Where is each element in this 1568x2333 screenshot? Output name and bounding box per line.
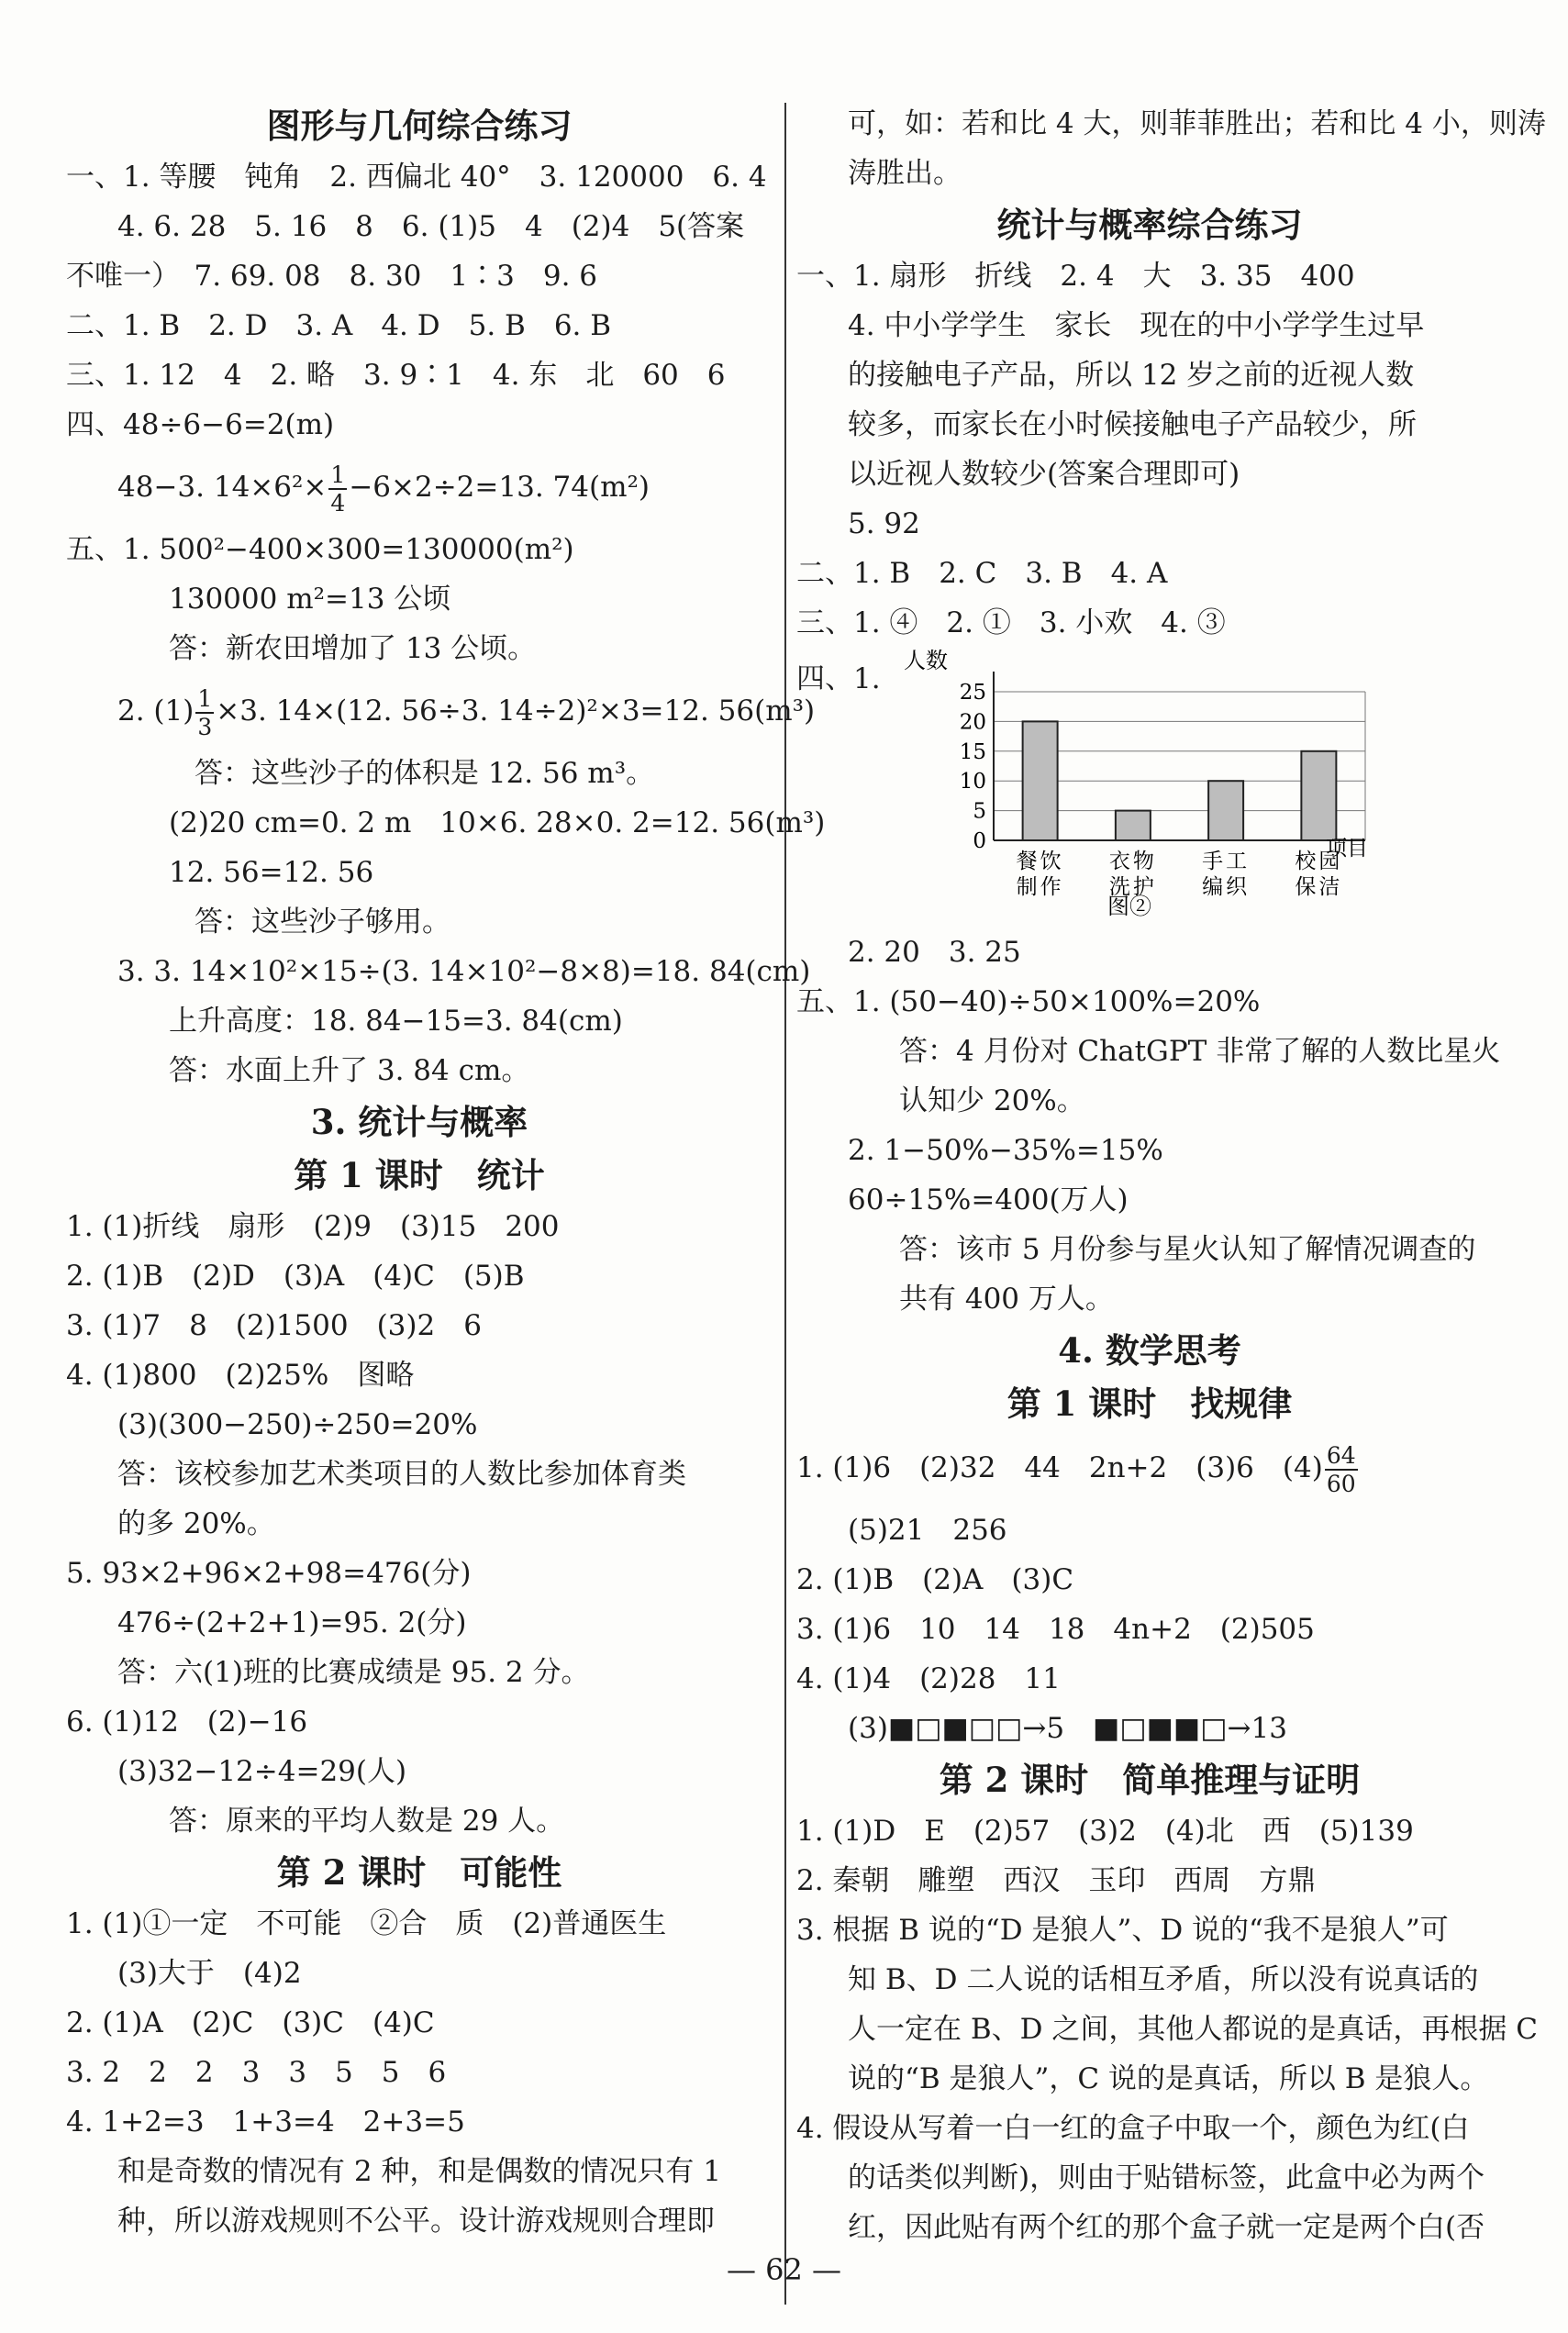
answer-line: 12. 56=12. 56 — [169, 856, 374, 889]
lesson-title: 第 2 课时 简单推理与证明 — [939, 1760, 1361, 1800]
bar-chart — [893, 648, 1407, 928]
chart-title: 图② — [1107, 894, 1151, 919]
answer-line: 4. (1)800 (2)25% 图略 — [66, 1359, 415, 1392]
bar — [1301, 751, 1336, 840]
bar — [1208, 781, 1243, 840]
answer-line: 涛胜出。 — [848, 157, 962, 190]
answer-line: 较多，而家长在小时候接触电子产品较少，所 — [848, 408, 1417, 441]
fraction — [328, 463, 347, 515]
answer-line: 答：这些沙子够用。 — [195, 905, 450, 939]
x-tick-label: 洗护 — [1108, 875, 1157, 899]
right-column — [796, 99, 1546, 2252]
answer-line: 可，如：若和比 4 大，则菲菲胜出；若和比 4 小，则涛 — [848, 107, 1546, 140]
answer-line: 说的“B 是狼人”，C 说的是真话，所以 B 是狼人。 — [848, 2062, 1489, 2095]
x-tick-label: 制作 — [1016, 875, 1064, 899]
expr-part: 1. (1)6 (2)32 44 2n+2 (3)6 (4) — [796, 1451, 1323, 1484]
left-column — [66, 99, 826, 2246]
answer-line: 答：新农田增加了 13 公顷。 — [169, 632, 537, 665]
section-title-thinking: 4. 数学思考 — [1058, 1330, 1241, 1371]
answer-line: 2. (1)B (2)A (3)C — [796, 1563, 1074, 1596]
chart-xlabel: 项目 — [1326, 837, 1368, 861]
page-number: — 62 — — [726, 2252, 842, 2287]
answer-line: 四、48÷6−6=2(m) — [66, 408, 335, 441]
answer-line: 4. (1)4 (2)28 11 — [796, 1662, 1061, 1695]
answer-line: 答：该市 5 月份参与星火认知了解情况调查的 — [899, 1233, 1476, 1266]
answer-line: 1. (1)折线 扇形 (2)9 (3)15 200 — [66, 1210, 560, 1243]
answer-line: 和是奇数的情况有 2 种，和是偶数的情况只有 1 — [117, 2155, 722, 2188]
answer-line: 3. (1)6 10 14 18 4n+2 (2)505 — [796, 1613, 1315, 1646]
answer-line: 3. (1)7 8 (2)1500 (3)2 6 — [66, 1309, 482, 1342]
answer-line: 4. 假设从写着一白一红的盒子中取一个，颜色为红(白 — [796, 2112, 1470, 2145]
fraction-denominator: 60 — [1326, 1470, 1356, 1497]
x-tick-label: 校园 — [1295, 850, 1343, 873]
x-tick-label: 手工 — [1202, 850, 1251, 873]
y-tick-label: 10 — [959, 770, 986, 794]
answer-line: 共有 400 万人。 — [899, 1283, 1114, 1316]
answer-line: 认知少 20%。 — [899, 1084, 1085, 1117]
answer-line: (3)(300−250)÷250=20% — [117, 1408, 478, 1441]
lesson-title: 第 1 课时 找规律 — [1006, 1383, 1293, 1424]
expr-part: −6×2÷2=13. 74(m²) — [349, 471, 650, 504]
answer-line-fraction — [796, 1430, 1503, 1505]
answer-line: (5)21 256 — [848, 1514, 1007, 1547]
section-title-stats-review: 统计与概率综合练习 — [996, 205, 1303, 245]
answer-line: 三、1. 12 4 2. 略 3. 9∶1 4. 东 北 60 6 — [66, 359, 726, 392]
x-tick-label: 保洁 — [1295, 875, 1343, 899]
bar — [1116, 811, 1151, 840]
answer-line: 2. 秦朝 雕塑 西汉 玉印 西周 方鼎 — [796, 1864, 1317, 1897]
answer-line: 2. 1−50%−35%=15% — [848, 1134, 1163, 1167]
answer-line: 红，因此贴有两个红的那个盒子就一定是两个白(否 — [848, 2211, 1485, 2244]
answer-line: 4. 6. 28 5. 16 8 6. (1)5 4 (2)4 5(答案 — [117, 210, 745, 243]
fraction — [1325, 1441, 1358, 1497]
answer-line: 知 B、D 二人说的话相互矛盾，所以没有说真话的 — [848, 1963, 1479, 1996]
fraction-denominator: 3 — [197, 713, 213, 740]
answer-line: (2)20 cm=0. 2 m 10×6. 28×0. 2=12. 56(m³) — [169, 806, 826, 839]
answer-line: 2. (1)B (2)D (3)A (4)C (5)B — [66, 1260, 525, 1293]
answer-line: (3)■□■□□→5 ■□■■□→13 — [848, 1712, 1287, 1745]
answer-line: 的多 20%。 — [117, 1507, 275, 1540]
answer-line: 1. (1)①一定 不可能 ②合 质 (2)普通医生 — [66, 1907, 667, 1940]
column-divider — [784, 103, 786, 2305]
answer-line: 5. 92 — [848, 507, 920, 540]
answer-line: 3. 3. 14×10²×15÷(3. 14×10²−8×8)=18. 84(cm) — [117, 955, 811, 988]
x-tick-label: 衣物 — [1108, 850, 1157, 873]
answer-line: 三、1. ④ 2. ① 3. 小欢 4. ③ — [796, 606, 1226, 639]
answer-line: 答：原来的平均人数是 29 人。 — [169, 1805, 565, 1838]
answer-line: 的话类似判断)，则由于贴错标签，此盒中必为两个 — [848, 2161, 1485, 2194]
answer-line: 一、1. 扇形 折线 2. 4 大 3. 35 400 — [796, 260, 1355, 293]
answer-line: 6. (1)12 (2)−16 — [66, 1705, 308, 1739]
fraction — [195, 684, 214, 740]
answer-line: 答：水面上升了 3. 84 cm。 — [169, 1054, 530, 1087]
answer-line: 五、1. (50−40)÷50×100%=20% — [796, 985, 1261, 1018]
section-title-statistics: 3. 统计与概率 — [310, 1102, 528, 1142]
fraction-numerator: 1 — [330, 461, 346, 488]
question-label: 四、1. — [796, 662, 881, 695]
expr-part: 2. (1) — [117, 694, 195, 728]
lesson-title: 第 1 课时 统计 — [294, 1155, 545, 1195]
fraction-numerator: 64 — [1326, 1441, 1356, 1469]
answer-line-fraction — [66, 450, 773, 525]
y-tick-label: 20 — [959, 710, 986, 735]
expr-part: 48−3. 14×6²× — [117, 471, 328, 504]
lesson-title: 第 2 课时 可能性 — [276, 1852, 562, 1893]
answer-line: 种，所以游戏规则不公平。设计游戏规则合理即 — [117, 2205, 715, 2238]
answer-line: 答：4 月份对 ChatGPT 非常了解的人数比星火 — [899, 1035, 1501, 1068]
answer-line: 一、1. 等腰 钝角 2. 西偏北 40° 3. 120000 6. 4 — [66, 161, 767, 194]
answer-line-fraction — [66, 673, 816, 749]
answer-line: 答：六(1)班的比赛成绩是 95. 2 分。 — [117, 1656, 590, 1689]
chart-yticks — [960, 681, 986, 853]
chart-ylabel: 人数 — [904, 648, 948, 673]
answer-line: 2. 20 3. 25 — [848, 936, 1021, 969]
answer-line: 答：这些沙子的体积是 12. 56 m³。 — [195, 757, 655, 790]
x-tick-label: 餐饮 — [1016, 850, 1064, 873]
section-title-geometry: 图形与几何综合练习 — [266, 106, 573, 146]
answer-line: (3)32−12÷4=29(人) — [117, 1755, 407, 1788]
answer-line: 上升高度：18. 84−15=3. 84(cm) — [169, 1005, 623, 1038]
y-tick-label: 0 — [973, 829, 986, 853]
bar — [1023, 721, 1058, 840]
answer-line: 4. 1+2=3 1+3=4 2+3=5 — [66, 2105, 465, 2139]
answer-line: 二、1. B 2. C 3. B 4. A — [796, 557, 1168, 590]
answer-line: 以近视人数较少(答案合理即可) — [848, 458, 1240, 491]
answer-line: 5. 93×2+96×2+98=476(分) — [66, 1557, 472, 1590]
chart-block — [796, 648, 1503, 928]
answer-line: 五、1. 500²−400×300=130000(m²) — [66, 533, 574, 566]
answer-line: (3)大于 (4)2 — [117, 1957, 302, 1990]
answer-line: 60÷15%=400(万人) — [848, 1183, 1129, 1216]
answer-line: 3. 2 2 2 3 3 5 5 6 — [66, 2056, 447, 2089]
answer-line: 3. 根据 B 说的“D 是狼人”、D 说的“我不是狼人”可 — [796, 1914, 1449, 1947]
answer-line: 476÷(2+2+1)=95. 2(分) — [117, 1606, 467, 1639]
answer-line: 1. (1)D E (2)57 (3)2 (4)北 西 (5)139 — [796, 1815, 1414, 1848]
expr-part: ×3. 14×(12. 56÷3. 14÷2)²×3=12. 56(m³) — [216, 694, 816, 728]
fraction-denominator: 4 — [330, 489, 346, 517]
y-tick-label: 15 — [959, 739, 986, 764]
answer-line: 2. (1)A (2)C (3)C (4)C — [66, 2006, 435, 2039]
answer-line: 答：该校参加艺术类项目的人数比参加体育类 — [117, 1458, 686, 1491]
answer-line: 不唯一） 7. 69. 08 8. 30 1∶3 9. 6 — [66, 260, 598, 293]
answer-line: 4. 中小学学生 家长 现在的中小学学生过早 — [848, 309, 1425, 342]
answer-line: 的接触电子产品，所以 12 岁之前的近视人数 — [848, 359, 1415, 392]
answer-line: 人一定在 B、D 之间，其他人都说的是真话，再根据 C — [848, 2013, 1538, 2046]
chart-xlabels — [1017, 850, 1343, 899]
answer-line: 130000 m²=13 公顷 — [169, 583, 451, 616]
fraction-numerator: 1 — [197, 684, 213, 712]
x-tick-label: 编织 — [1202, 875, 1251, 899]
answer-line: 二、1. B 2. D 3. A 4. D 5. B 6. B — [66, 309, 612, 342]
y-tick-label: 25 — [959, 681, 986, 705]
y-tick-label: 5 — [973, 799, 986, 824]
